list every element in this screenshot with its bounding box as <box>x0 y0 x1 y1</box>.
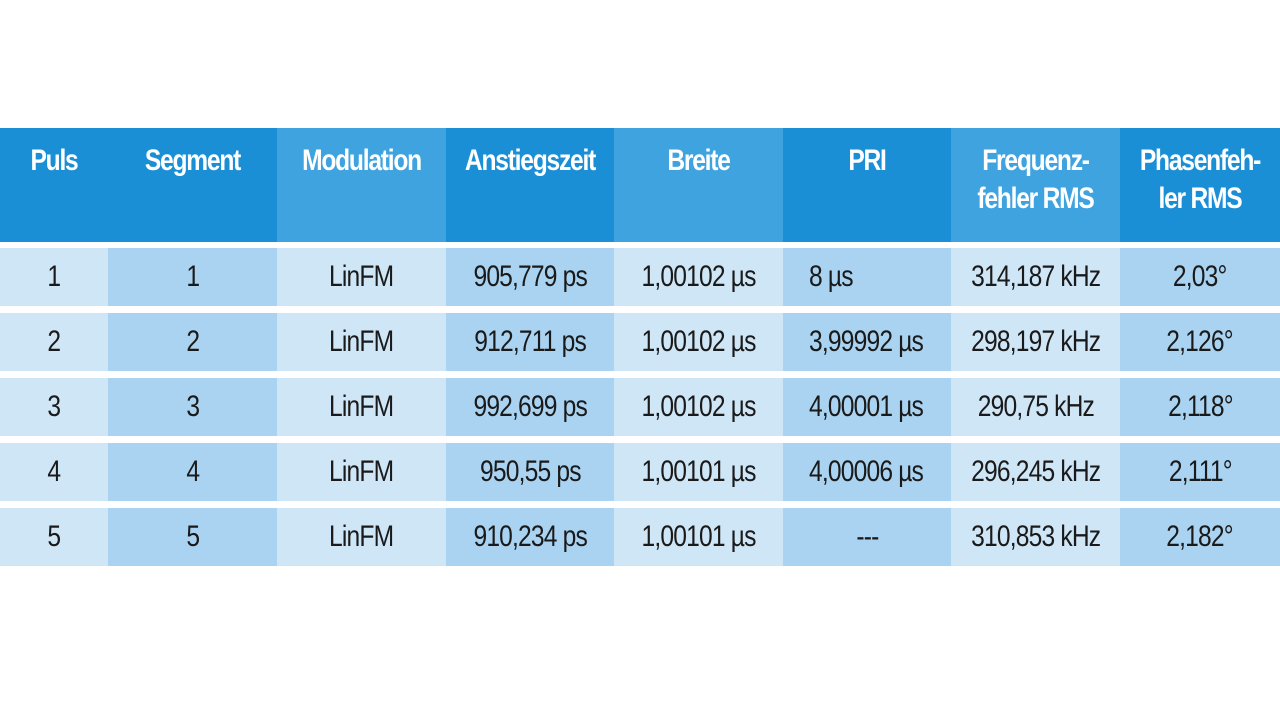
cell-pri <box>783 508 951 566</box>
cell-value: 3 <box>47 390 61 423</box>
cell-value: 1,00102 µs <box>641 325 756 358</box>
cell-value: 4 <box>47 455 61 488</box>
cell-puls <box>0 443 108 501</box>
cell-phasenfehler <box>1120 378 1280 436</box>
cell-value: 1 <box>186 260 199 293</box>
table-row <box>0 248 1280 306</box>
cell-value: 2 <box>186 325 199 358</box>
cell-puls <box>0 313 108 371</box>
cell-puls <box>0 508 108 566</box>
cell-breite <box>614 248 783 306</box>
cell-value: 290,75 kHz <box>977 390 1094 423</box>
header-label-phasenfehler: Phasenfeh- ler RMS <box>1139 144 1261 215</box>
cell-frequenzfehler <box>951 248 1120 306</box>
cell-value: LinFM <box>329 260 394 293</box>
cell-value: 296,245 kHz <box>970 455 1101 488</box>
cell-value: LinFM <box>329 520 394 553</box>
cell-value: 912,711 ps <box>474 325 586 358</box>
cell-value: 5 <box>47 520 61 553</box>
table-body <box>0 248 1280 566</box>
header-label-anstiegszeit: Anstiegszeit <box>464 144 596 177</box>
table-row <box>0 508 1280 566</box>
header-cell-pri <box>783 128 951 242</box>
cell-pri <box>783 313 951 371</box>
cell-value: 298,197 kHz <box>970 325 1101 358</box>
header-label-frequenzfehler: Frequenz- fehler RMS <box>977 144 1094 215</box>
cell-pri <box>783 378 951 436</box>
cell-value: LinFM <box>329 390 394 423</box>
cell-puls <box>0 378 108 436</box>
cell-value: 992,699 ps <box>473 390 587 423</box>
cell-value: 1,00101 µs <box>641 520 756 553</box>
cell-value: 905,779 ps <box>473 260 587 293</box>
cell-value: 1,00102 µs <box>641 260 756 293</box>
header-cell-phasenfehler <box>1120 128 1280 242</box>
cell-puls <box>0 248 108 306</box>
cell-phasenfehler <box>1120 313 1280 371</box>
cell-value: LinFM <box>329 325 394 358</box>
cell-modulation <box>277 313 446 371</box>
cell-segment <box>108 508 277 566</box>
cell-anstiegszeit <box>446 378 614 436</box>
cell-breite <box>614 378 783 436</box>
cell-frequenzfehler <box>951 443 1120 501</box>
cell-value: 1,00101 µs <box>641 455 756 488</box>
cell-value: 3,99992 µs <box>809 325 924 358</box>
cell-modulation <box>277 248 446 306</box>
cell-value: 910,234 ps <box>473 520 587 553</box>
cell-anstiegszeit <box>446 443 614 501</box>
cell-value: 1 <box>47 260 61 293</box>
cell-anstiegszeit <box>446 313 614 371</box>
cell-anstiegszeit <box>446 508 614 566</box>
cell-phasenfehler <box>1120 443 1280 501</box>
cell-segment <box>108 313 277 371</box>
cell-pri <box>783 248 951 306</box>
cell-value: 1,00102 µs <box>641 390 756 423</box>
table-row <box>0 443 1280 501</box>
cell-breite <box>614 508 783 566</box>
cell-frequenzfehler <box>951 378 1120 436</box>
cell-breite <box>614 443 783 501</box>
cell-value: 2 <box>47 325 61 358</box>
cell-phasenfehler <box>1120 508 1280 566</box>
cell-value: --- <box>855 520 879 553</box>
cell-value: 5 <box>186 520 199 553</box>
cell-value: 4,00006 µs <box>809 455 924 488</box>
cell-value: 4 <box>186 455 199 488</box>
cell-value: 2,126° <box>1166 325 1234 358</box>
cell-value: 4,00001 µs <box>809 390 924 423</box>
cell-value: 8 µs <box>809 260 853 293</box>
header-cell-modulation <box>277 128 446 242</box>
header-cell-puls <box>0 128 108 242</box>
measurement-table <box>0 128 1280 566</box>
cell-value: 3 <box>186 390 199 423</box>
cell-value: 2,182° <box>1166 520 1234 553</box>
cell-value: 310,853 kHz <box>970 520 1101 553</box>
header-label-segment: Segment <box>144 144 241 177</box>
cell-value: 2,118° <box>1167 390 1233 423</box>
cell-frequenzfehler <box>951 313 1120 371</box>
table-header-row <box>0 128 1280 242</box>
header-label-breite: Breite <box>667 144 730 177</box>
cell-segment <box>108 378 277 436</box>
cell-value: 2,111° <box>1168 455 1232 488</box>
cell-value: LinFM <box>329 455 394 488</box>
cell-frequenzfehler <box>951 508 1120 566</box>
header-cell-anstiegszeit <box>446 128 614 242</box>
header-label-modulation: Modulation <box>302 144 421 177</box>
cell-modulation <box>277 508 446 566</box>
header-cell-segment <box>108 128 277 242</box>
header-label-puls: Puls <box>30 144 78 177</box>
cell-phasenfehler <box>1120 248 1280 306</box>
header-cell-frequenzfehler <box>951 128 1120 242</box>
cell-segment <box>108 248 277 306</box>
cell-value: 2,03° <box>1173 260 1227 293</box>
cell-breite <box>614 313 783 371</box>
cell-modulation <box>277 443 446 501</box>
header-cell-breite <box>614 128 783 242</box>
cell-segment <box>108 443 277 501</box>
table-row <box>0 313 1280 371</box>
table-row <box>0 378 1280 436</box>
cell-value: 950,55 ps <box>479 455 581 488</box>
header-label-pri: PRI <box>848 144 886 177</box>
cell-anstiegszeit <box>446 248 614 306</box>
cell-value: 314,187 kHz <box>970 260 1101 293</box>
cell-pri <box>783 443 951 501</box>
cell-modulation <box>277 378 446 436</box>
